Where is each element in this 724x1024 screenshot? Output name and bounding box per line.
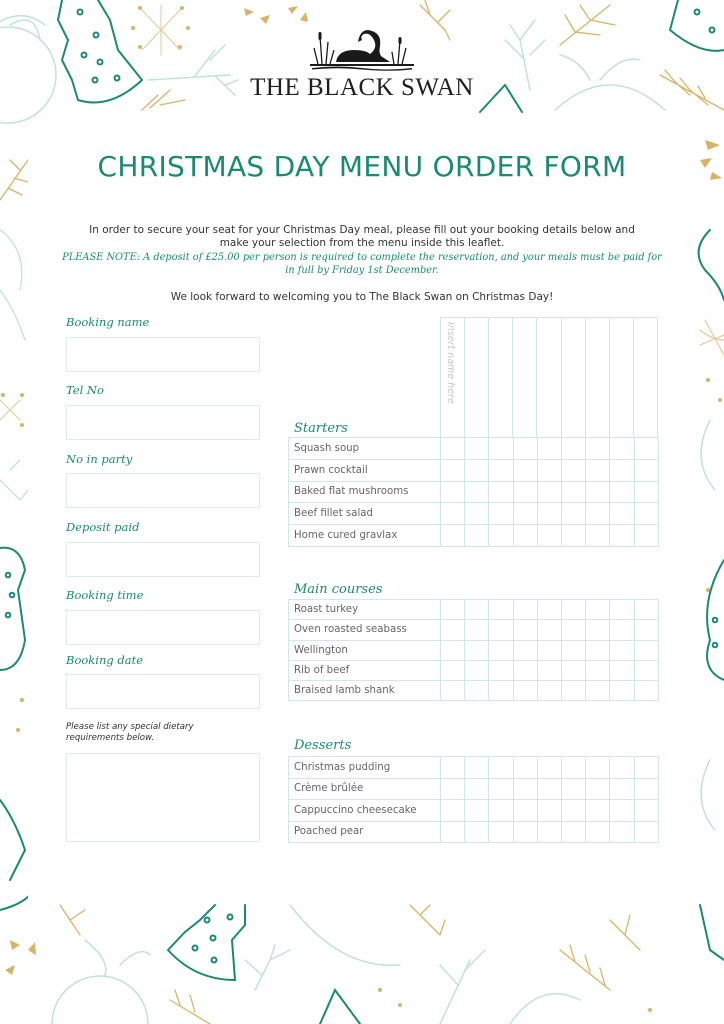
selection-cell[interactable]: [634, 681, 658, 701]
selection-cell[interactable]: [610, 640, 634, 660]
selection-cell[interactable]: [634, 620, 658, 640]
mains-table: [288, 599, 659, 701]
deposit-paid-field[interactable]: [66, 542, 260, 577]
selection-cell[interactable]: [513, 600, 537, 620]
selection-cell[interactable]: [513, 459, 537, 481]
menu-item-row: [289, 778, 659, 800]
selection-cell[interactable]: [537, 681, 561, 701]
selection-cell[interactable]: [441, 620, 465, 640]
selection-cell[interactable]: [441, 681, 465, 701]
selection-cell[interactable]: [586, 821, 610, 843]
selection-cell[interactable]: [610, 438, 634, 460]
selection-cell[interactable]: [489, 600, 513, 620]
selection-cell[interactable]: [610, 525, 634, 547]
booking-date-field[interactable]: [66, 674, 260, 709]
menu-item-name: Wellington: [289, 640, 441, 660]
selection-cell[interactable]: [441, 600, 465, 620]
selection-cell[interactable]: [634, 481, 658, 503]
tel-no-label: Tel No: [66, 383, 104, 397]
selection-cell[interactable]: [489, 525, 513, 547]
selection-cell[interactable]: [513, 821, 537, 843]
selection-cell[interactable]: [465, 660, 489, 680]
menu-item-name: Poached pear: [289, 821, 441, 843]
intro-text: [62, 224, 662, 250]
selection-cell[interactable]: [610, 503, 634, 525]
desserts-table: [288, 756, 659, 843]
menu-item-name: Roast turkey: [289, 600, 441, 620]
guest-name-column[interactable]: [537, 318, 561, 438]
menu-item-name: Baked flat mushrooms: [289, 481, 441, 503]
menu-item-row: [289, 660, 659, 680]
selection-cell[interactable]: [489, 821, 513, 843]
selection-cell[interactable]: [465, 681, 489, 701]
menu-item-row: [289, 503, 659, 525]
intro-line-2: make your selection from the menu inside this leaflet.: [219, 237, 505, 249]
selection-cell[interactable]: [489, 800, 513, 822]
selection-cell[interactable]: [489, 503, 513, 525]
selection-cell[interactable]: [610, 459, 634, 481]
selection-cell[interactable]: [537, 778, 561, 800]
selection-cell[interactable]: [441, 525, 465, 547]
guest-name-column[interactable]: [634, 318, 657, 438]
selection-cell[interactable]: [465, 600, 489, 620]
tel-no-field[interactable]: [66, 405, 260, 440]
selection-cell[interactable]: [465, 778, 489, 800]
menu-item-row: [289, 757, 659, 779]
booking-name-field[interactable]: [66, 337, 260, 372]
selection-cell[interactable]: [537, 821, 561, 843]
selection-cell[interactable]: [561, 660, 585, 680]
selection-cell[interactable]: [465, 481, 489, 503]
selection-cell[interactable]: [586, 778, 610, 800]
menu-item-row: [289, 821, 659, 843]
no-in-party-field[interactable]: [66, 473, 260, 508]
selection-cell[interactable]: [441, 438, 465, 460]
selection-cell[interactable]: [537, 600, 561, 620]
selection-cell[interactable]: [586, 525, 610, 547]
selection-cell[interactable]: [537, 481, 561, 503]
selection-cell[interactable]: [561, 681, 585, 701]
guest-name-column[interactable]: [562, 318, 586, 438]
selection-cell[interactable]: [561, 640, 585, 660]
selection-cell[interactable]: [561, 778, 585, 800]
selection-cell[interactable]: [634, 800, 658, 822]
selection-cell[interactable]: [537, 620, 561, 640]
dietary-line-1: Please list any special dietary: [66, 722, 194, 732]
selection-cell[interactable]: [610, 757, 634, 779]
menu-item-row: [289, 525, 659, 547]
selection-cell[interactable]: [586, 600, 610, 620]
brand-header: [0, 28, 724, 102]
swan-icon: [308, 28, 416, 72]
selection-cell[interactable]: [634, 778, 658, 800]
selection-cell[interactable]: [586, 757, 610, 779]
selection-cell[interactable]: [489, 660, 513, 680]
menu-item-name: Braised lamb shank: [289, 681, 441, 701]
selection-cell[interactable]: [465, 503, 489, 525]
selection-cell[interactable]: [634, 640, 658, 660]
selection-cell[interactable]: [465, 800, 489, 822]
selection-cell[interactable]: [513, 481, 537, 503]
guest-name-column[interactable]: [465, 318, 489, 438]
selection-cell[interactable]: [465, 640, 489, 660]
guest-name-columns: [440, 317, 658, 438]
deposit-note: [62, 251, 662, 277]
selection-cell[interactable]: [610, 821, 634, 843]
selection-cell[interactable]: [561, 525, 585, 547]
guest-name-column[interactable]: [610, 318, 634, 438]
selection-cell[interactable]: [586, 620, 610, 640]
selection-cell[interactable]: [561, 438, 585, 460]
selection-cell[interactable]: [561, 600, 585, 620]
selection-cell[interactable]: [537, 640, 561, 660]
selection-cell[interactable]: [561, 459, 585, 481]
selection-cell[interactable]: [634, 660, 658, 680]
menu-item-name: Prawn cocktail: [289, 459, 441, 481]
selection-cell[interactable]: [513, 525, 537, 547]
menu-item-row: [289, 800, 659, 822]
selection-cell[interactable]: [441, 503, 465, 525]
selection-cell[interactable]: [489, 681, 513, 701]
selection-cell[interactable]: [489, 620, 513, 640]
selection-cell[interactable]: [561, 800, 585, 822]
selection-cell[interactable]: [634, 757, 658, 779]
selection-cell[interactable]: [489, 640, 513, 660]
selection-cell[interactable]: [586, 459, 610, 481]
selection-cell[interactable]: [489, 438, 513, 460]
selection-cell[interactable]: [537, 757, 561, 779]
menu-item-name: Crème brûlée: [289, 778, 441, 800]
menu-item-name: Oven roasted seabass: [289, 620, 441, 640]
menu-item-row: [289, 481, 659, 503]
selection-cell[interactable]: [586, 660, 610, 680]
brand-name: THE BLACK SWAN: [250, 74, 474, 101]
menu-item-name: Cappuccino cheesecake: [289, 800, 441, 822]
selection-cell[interactable]: [513, 757, 537, 779]
menu-item-name: Christmas pudding: [289, 757, 441, 779]
selection-cell[interactable]: [586, 640, 610, 660]
selection-cell[interactable]: [513, 660, 537, 680]
selection-cell[interactable]: [537, 459, 561, 481]
dietary-line-2: requirements below.: [66, 733, 155, 743]
selection-cell[interactable]: [586, 681, 610, 701]
selection-cell[interactable]: [561, 481, 585, 503]
note-line-2: in full by Friday 1st December.: [285, 265, 439, 276]
selection-cell[interactable]: [465, 821, 489, 843]
selection-cell[interactable]: [441, 481, 465, 503]
selection-cell[interactable]: [634, 821, 658, 843]
selection-cell[interactable]: [441, 757, 465, 779]
selection-cell[interactable]: [513, 640, 537, 660]
selection-cell[interactable]: [586, 503, 610, 525]
guest-name-column[interactable]: [441, 318, 465, 438]
intro-line-1: In order to secure your seat for your Christmas Day meal, please fill out your booking details below and: [89, 224, 635, 236]
starters-title: Starters: [294, 421, 348, 436]
menu-item-row: [289, 620, 659, 640]
selection-cell[interactable]: [586, 438, 610, 460]
selection-cell[interactable]: [586, 481, 610, 503]
selection-cell[interactable]: [441, 821, 465, 843]
desserts-title: Desserts: [294, 738, 352, 753]
selection-cell[interactable]: [441, 640, 465, 660]
booking-time-label: Booking time: [66, 588, 144, 602]
selection-cell[interactable]: [513, 800, 537, 822]
selection-cell[interactable]: [465, 438, 489, 460]
selection-cell[interactable]: [513, 681, 537, 701]
selection-cell[interactable]: [610, 800, 634, 822]
mains-title: Main courses: [294, 582, 383, 597]
guest-name-placeholder: Insert name here: [445, 322, 456, 404]
selection-cell[interactable]: [465, 459, 489, 481]
page-title: CHRISTMAS DAY MENU ORDER FORM: [97, 150, 627, 183]
guest-name-column[interactable]: [513, 318, 537, 438]
selection-cell[interactable]: [561, 821, 585, 843]
selection-cell[interactable]: [513, 778, 537, 800]
note-line-1: PLEASE NOTE: A deposit of £25.00 per person is required to complete the reservation, and your meals must be paid for: [62, 252, 662, 263]
menu-item-row: [289, 640, 659, 660]
selection-cell[interactable]: [537, 660, 561, 680]
dietary-requirements-field[interactable]: [66, 753, 260, 842]
guest-name-column[interactable]: [489, 318, 513, 438]
guest-name-column[interactable]: [586, 318, 610, 438]
selection-cell[interactable]: [634, 459, 658, 481]
welcome-text: We look forward to welcoming you to The Black Swan on Christmas Day!: [170, 291, 554, 303]
menu-item-name: Squash soup: [289, 438, 441, 460]
selection-cell[interactable]: [561, 620, 585, 640]
selection-cell[interactable]: [465, 525, 489, 547]
selection-cell[interactable]: [610, 620, 634, 640]
selection-cell[interactable]: [561, 757, 585, 779]
starters-table: [288, 437, 659, 547]
selection-cell[interactable]: [634, 503, 658, 525]
selection-cell[interactable]: [634, 438, 658, 460]
selection-cell[interactable]: [537, 800, 561, 822]
menu-item-name: Home cured gravlax: [289, 525, 441, 547]
booking-date-label: Booking date: [66, 653, 144, 667]
selection-cell[interactable]: [441, 459, 465, 481]
selection-cell[interactable]: [586, 800, 610, 822]
selection-cell[interactable]: [513, 620, 537, 640]
deposit-paid-label: Deposit paid: [66, 520, 140, 534]
menu-item-row: [289, 438, 659, 460]
selection-cell[interactable]: [441, 778, 465, 800]
selection-cell[interactable]: [610, 600, 634, 620]
selection-cell[interactable]: [489, 481, 513, 503]
selection-cell[interactable]: [489, 778, 513, 800]
booking-name-label: Booking name: [66, 315, 150, 329]
menu-item-row: [289, 459, 659, 481]
selection-cell[interactable]: [537, 525, 561, 547]
selection-cell[interactable]: [634, 525, 658, 547]
selection-cell[interactable]: [465, 620, 489, 640]
selection-cell[interactable]: [610, 660, 634, 680]
menu-item-row: [289, 600, 659, 620]
no-in-party-label: No in party: [66, 452, 133, 466]
menu-item-row: [289, 681, 659, 701]
selection-cell[interactable]: [610, 681, 634, 701]
selection-cell[interactable]: [513, 438, 537, 460]
selection-cell[interactable]: [537, 438, 561, 460]
selection-cell[interactable]: [465, 757, 489, 779]
dietary-note: [66, 722, 266, 744]
selection-cell[interactable]: [537, 503, 561, 525]
selection-cell[interactable]: [489, 459, 513, 481]
selection-cell[interactable]: [634, 600, 658, 620]
booking-time-field[interactable]: [66, 610, 260, 645]
selection-cell[interactable]: [561, 503, 585, 525]
menu-item-name: Rib of beef: [289, 660, 441, 680]
selection-cell[interactable]: [441, 660, 465, 680]
selection-cell[interactable]: [610, 481, 634, 503]
selection-cell[interactable]: [489, 757, 513, 779]
selection-cell[interactable]: [441, 800, 465, 822]
menu-item-name: Beef fillet salad: [289, 503, 441, 525]
selection-cell[interactable]: [610, 778, 634, 800]
selection-cell[interactable]: [513, 503, 537, 525]
